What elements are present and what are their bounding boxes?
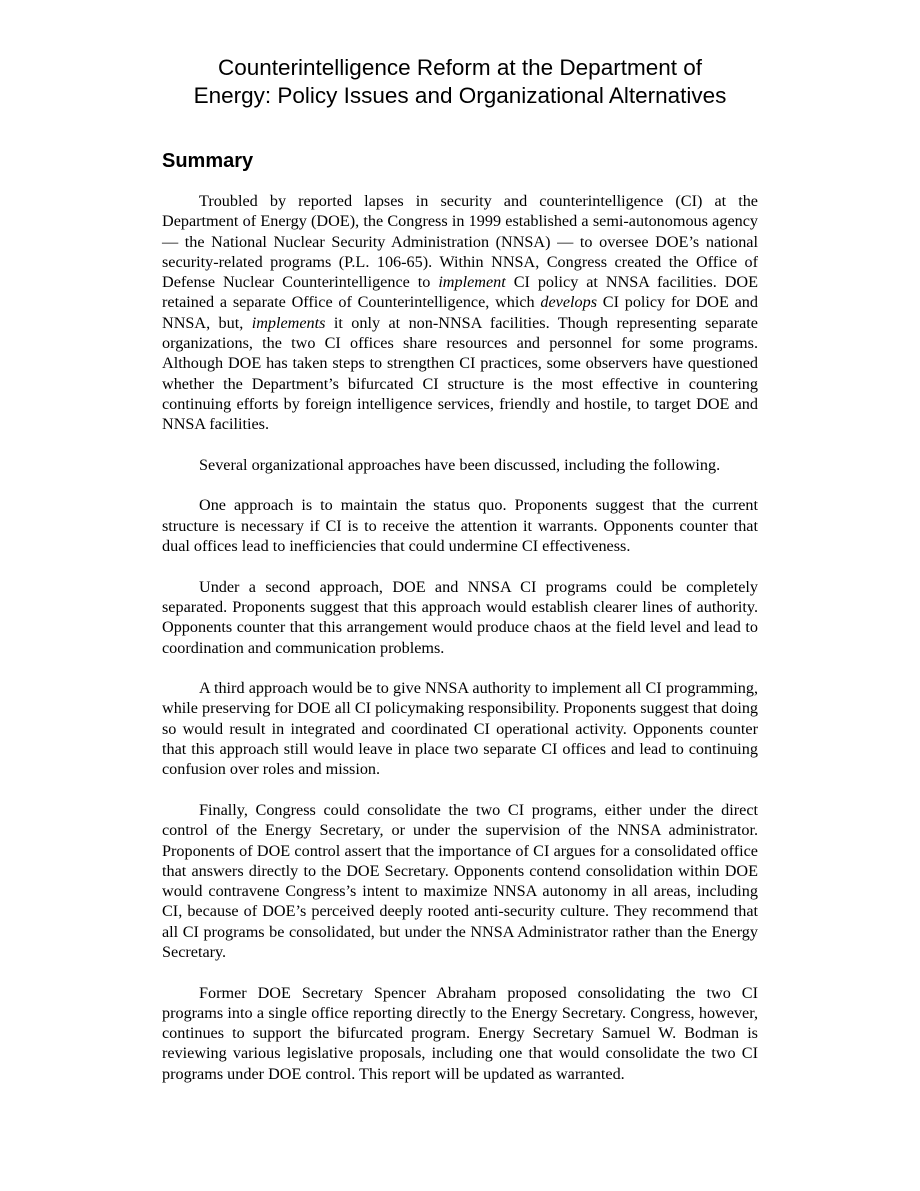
paragraph-1 [162, 191, 758, 435]
document-title [162, 54, 758, 110]
paragraph-2: Several organizational approaches have been discussed, including the following. [199, 455, 721, 474]
document-page [162, 54, 758, 1104]
paragraph-4: Under a second approach, DOE and NNSA CI programs could be completely separated. Proponents suggest that this approach would establish clearer lines of authority. Opponents counter that this arrangement would produce chaos at the field level and lead to coordination and communication problems. [162, 577, 758, 657]
emphasis-implements: implements [251, 313, 326, 332]
paragraph-5: A third approach would be to give NNSA authority to implement all CI programming, while preserving for DOE all CI policymaking responsibility. Proponents suggest that doing so would result in integrated and coordinated CI operational activity. Opponents counter that this approach still would leave in place two separate CI offices and lead to continuing confusion over roles and mission. [162, 679, 759, 779]
paragraph-1-part-b: CI policy at NNSA facilities. DOE retained a separate Office of Counterintelligence, which [162, 273, 758, 312]
paragraph-1-part-c: CI policy for DOE and NNSA, but, [162, 293, 758, 332]
title-line-2: Energy: Policy Issues and Organizational Alternatives [193, 83, 727, 108]
paragraph-6: Finally, Congress could consolidate the two CI programs, either under the direct control of the Energy Secretary, or under the supervision of the NNSA administrator. Proponents of DOE control assert that the importance of CI argues for a consolidated office that answers directly to the DOE Secretary. Opponents contend consolidation within DOE would contravene Congress’s intent to maximize NNSA autonomy in all areas, including CI, because of DOE’s perceived deeply rooted anti-security culture. They recommend that all CI programs be consolidated, but under the NNSA Administrator rather than the Energy Secretary. [162, 800, 758, 961]
paragraph-3: One approach is to maintain the status quo. Proponents suggest that the current structure is necessary if CI is to receive the attention it warrants. Opponents counter that dual offices lead to inefficiencies that could undermine CI effectiveness. [162, 496, 758, 556]
paragraph-1-part-a: Troubled by reported lapses in security and counterintelligence (CI) at the Department of Energy (DOE), the Congress in 1999 established a semi-autonomous agency — the National Nuclear Security Administration (NNSA) — to oversee DOE’s national security-related programs (P.L. 106-65). Within NNSA, Congress created the Office of Defense Nuclear Counterintelligence to [162, 192, 758, 292]
summary-body [162, 191, 758, 1084]
emphasis-implement: implement [438, 273, 506, 292]
paragraph-7: Former DOE Secretary Spencer Abraham proposed consolidating the two CI programs into a single office reporting directly to the Energy Secretary. Congress, however, continues to support the bifurcated program. Energy Secretary Samuel W. Bodman is reviewing various legislative proposals, including one that would consolidate the two CI programs under DOE control. This report will be updated as warranted. [162, 983, 758, 1083]
title-line-1: Counterintelligence Reform at the Department of [217, 55, 702, 80]
section-heading-summary: Summary [162, 150, 254, 172]
emphasis-develops: develops [540, 293, 598, 312]
paragraph-1-part-d: it only at non-NNSA facilities. Though representing separate organizations, the two CI offices share resources and personnel for some programs. Although DOE has taken steps to strengthen CI practices, some observers have questioned whether the Department’s bifurcated CI structure is the most effective in countering continuing efforts by foreign intelligence services, friendly and hostile, to target DOE and NNSA facilities. [162, 313, 758, 434]
